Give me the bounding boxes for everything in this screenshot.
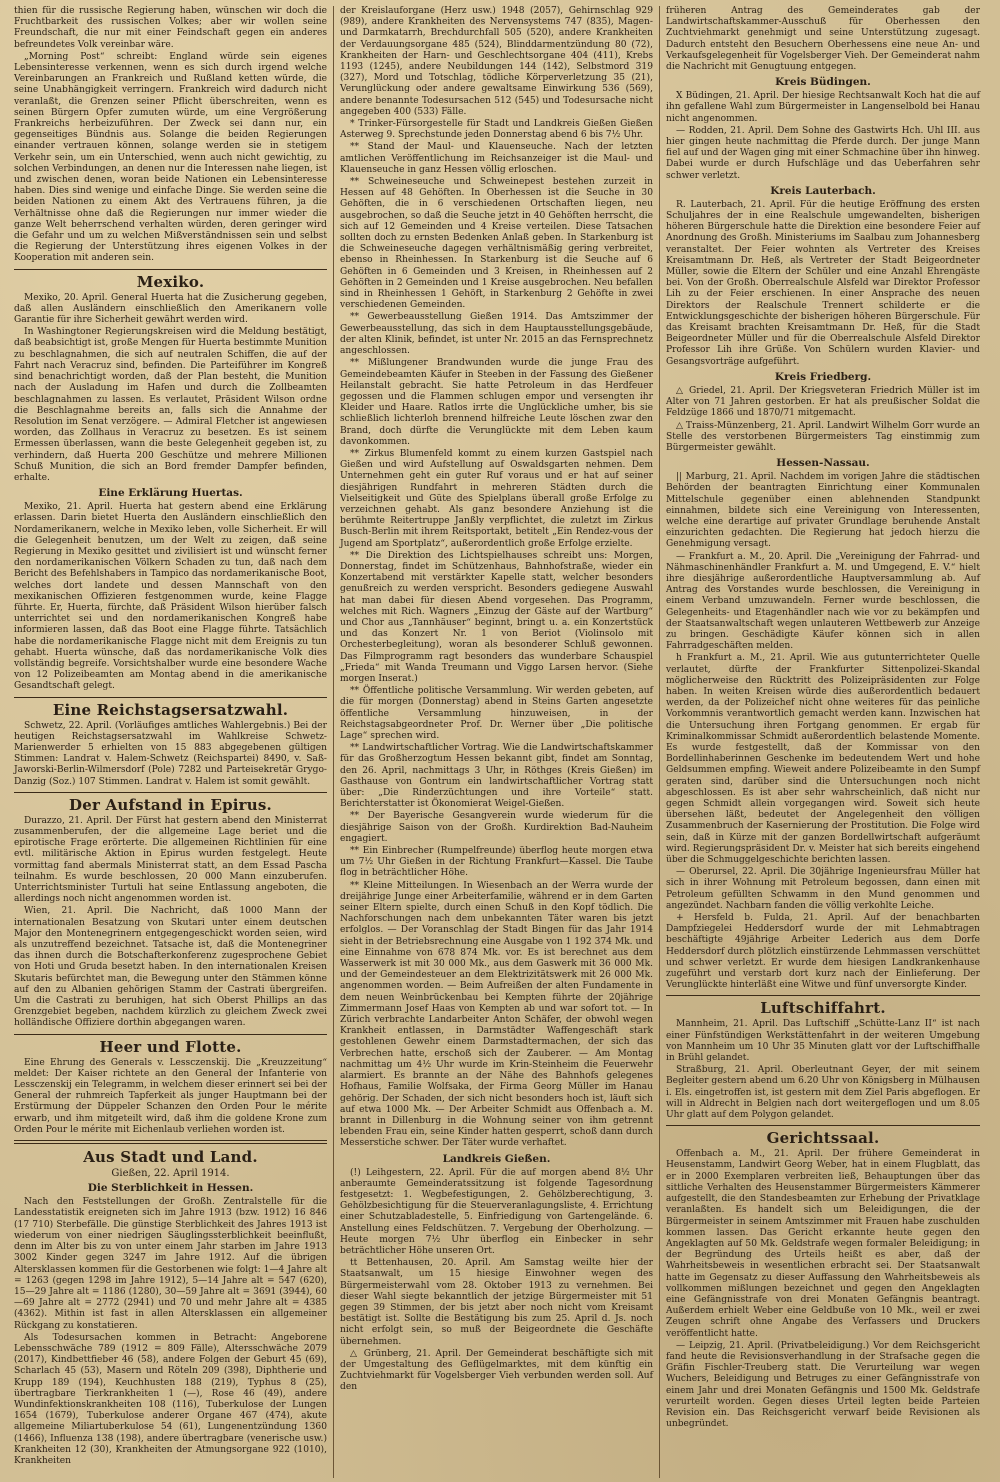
divider [666, 1125, 980, 1126]
section-heading-gerichtssaal: Gerichtssaal. [766, 1129, 880, 1148]
subheading-sterblichkeit: Die Sterblichkeit in Hessen. [87, 1182, 254, 1195]
dateline: Gießen, 22. April 1914. [111, 1168, 230, 1180]
paragraph: ** Landwirtschaftlicher Vortrag. Wie die Landwirtschaftskammer für das Großherzogtum Hessen bekannt gibt, findet am Sonntag, den 26. April, nachmittags 3 Uhr, in Röthges (Kreis Gießen) im Gasthause von Gontrum ein landwirtschaftlicher Vortrag statt über: „Die Rinderzüchtungen und ihre Vorteile“ statt. Berichterstatter ist Ökonomierat Weigel-Gießen. [340, 743, 653, 810]
paragraph: Durazzo, 21. April. Der Fürst hat gestern abend den Ministerrat zusammenberufen, der die allgemeine Lage beriet und die epirotische Frage erörterte. Die allgemeinen Richtlinien für eine evtl. militärische Aktion in Epirus wurden festgelegt. Heute vormittag fand abermals Ministerrat statt, an dem Essad Pascha teilnahm. Es wurde beschlossen, 20 000 Mann einzuberufen. Unterrichtsminister Turtuli hat seine Entlassung angeboten, die allerdings noch nicht angenommen worden ist. [14, 815, 327, 905]
paragraph: Nach den Feststellungen der Großh. Zentralstelle für die Landesstatistik ereigneten sich im Jahre 1913 (bzw. 1912) 16 846 (17 710) Sterbefälle. Die günstige Sterblichkeit des Jahres 1913 ist wiederum von einer niedrigen Säuglingssterblichkeit beeinflußt, denn im Alter bis zu von unter einem Jahr starben im Jahre 1913 3002 Kinder gegen 3247 im Jahre 1912. Auf die übrigen Altersklassen kommen für die Gestorbenen wie folgt: 1—4 Jahre alt = 1263 (gegen 1298 im Jahre 1912), 5—14 Jahre alt = 547 (620), 15—29 Jahre alt = 1186 (1280), 30—59 Jahre alt = 3691 (3944), 60—69 Jahre alt = 2772 (2941) und 70 und mehr Jahre alt = 4385 (4362). Mithin ist fast in allen Altersklassen ein allgemeiner Rückgang zu konstatieren. [14, 1197, 327, 1331]
subheading-friedberg: Kreis Friedberg. [774, 370, 872, 383]
divider [14, 697, 327, 698]
paragraph: Eine Ehrung des Generals v. Lessczenskij. Die „Kreuzzeitung“ meldet: Der Kaiser richtete an den General der Infanterie von Lessczenskij ein Telegramm, in welchem dieser erinnert sei bei der General der ruhmreich Tapferkeit als junger Hauptmann bei der Erstürmung der Düppeler Schanzen den Orden Pour le mérite erwarb, und ihm mitgeteilt wird, daß ihm die goldene Krone zum Orden Pour le mérite mit Eichenlaub verliehen worden ist. [14, 1057, 327, 1135]
paragraph: ** Gewerbeausstellung Gießen 1914. Das Amtszimmer der Gewerbeausstellung, das sich in dem Hauptausstellungsgebäude, der alten Klinik, befindet, ist unter Nr. 2015 an das Fernsprechnetz angeschlossen. [340, 312, 653, 357]
paragraph: X Büdingen, 21. April. Der hiesige Rechtsanwalt Koch hat die auf ihn gefallene Wahl zum Bürgermeister in Langenselbold bei Hanau nicht angenommen. [666, 91, 980, 124]
section-heading-mexiko: Mexiko. [136, 272, 205, 291]
paragraph: ** Zirkus Blumenfeld kommt zu einem kurzen Gastspiel nach Gießen und wird Aufstellung auf Oswaldsgarten nehmen. Dem Unternehmen geht ein guter Ruf voraus und er hat auf seiner diesjährigen Rundfahrt in mehreren Städten durch die Vielseitigkeit und Güte des Spielplans überall große Erfolge zu verzeichnen gehabt. Als ganz besondere Anziehung ist die berühmte Reitertruppe Janßly verpflichtet, die zuletzt im Zirkus Busch-Berlin mit ihrem Reitsportakt, betitelt „Ein Rendez-vous der Jugend am Sportplatz“, außerordentlich große Erfolge erzielte. [340, 448, 653, 549]
paragraph: Schwetz, 22. April. (Vorläufiges amtliches Wahlergebnis.) Bei der heutigen Reichstagsersatzwahl im Wahlkreise Schwetz-Marienwerder 5 erhielten von 15 883 abgegebenen gültigen Stimmen: Landrat v. Halem-Schwetz (Reichspartei) 8490, v. Saß-Jaworski-Berlin-Wilmersdorf (Pole) 7282 und Parteisekretär Grygo-Danzig (Soz.) 107 Stimmen. Landrat v. Halem ist somit gewählt. [14, 720, 327, 787]
paragraph: — Rodden, 21. April. Dem Sohne des Gastwirts Hch. Uhl III. aus hier gingen heute nachmittag die Pferde durch. Der junge Mann fiel auf und der Wagen ging mit einer Schmachine über ihn hinweg. Dabei wurde er durch Hufschläge und das Ueberfahren sehr schwer verletzt. [666, 125, 980, 181]
paragraph: ** Schweineseuche und Schweinepest bestehen zurzeit in Hessen auf 48 Gehöften. In Oberhessen ist die Seuche in 30 Gehöften, die in 6 verschiedenen Ortschaften liegen, neu ausgebrochen, so daß die Seuche jetzt in 40 Gehöften herrscht, die sich auf 12 Gemeinden und 4 Kreise verteilen. Diese Tatsachen sollten doch zu ernsten Bedenken Anlaß geben. In Starkenburg ist die Schweineseuche dagegen verhältnismäßig gering verbreitet, ebenso in Rheinhessen. In Starkenburg ist die Seuche auf 6 Gehöften in 6 Gemeinden und 3 Kreisen, in Rheinhessen auf 2 Gehöften in 2 Gemeinden und 1 Kreise ausgebrochen. Neu befallen sind in Rheinhessen 1 Gehöft, in Starkenburg 2 Gehöfte in zwei verschiedenen Gemeinden. [340, 177, 653, 311]
paragraph: △ Traiss-Münzenberg, 21. April. Landwirt Wilhelm Gorr wurde an Stelle des verstorbenen Bürgermeisters Tag einstimmig zum Bürgermeister gewählt. [666, 420, 980, 453]
paragraph: h Frankfurt a. M., 21. April. Wie aus gutunterrichteter Quelle verlautet, dürfte der Frankfurter Sittenpolizei-Skandal möglicherweise den Rücktritt des Polizeipräsidenten zur Folge haben. In weiten Kreisen würde dies außerordentlich bedauert werden, da der Polizeichef nicht ohne weiteres für das peinliche Vorkommnis verantwortlich gemacht werden kann. Inzwischen hat die Untersuchung ihren Fortgang genommen. Er ergab für Kriminalkommissar Schmidt außerordentlich belastende Momente. Es wurde festgestellt, daß der Kommissar von den Bordellinhaberinnen Geschenke im bedeutendem Wert und hohe Geldsummen empfing. Wieweit andere Polizeibeamte in den Sumpf geraten sind, darüber sind die Untersuchungen noch nicht abgeschlossen. Es ist aber sehr wahrscheinlich, daß nicht nur gegen Schmidt allein vorgegangen wird. Soweit sich heute übersehen läßt, bedeutet der Angelegenheit den völligen Zusammenbruch der Kasernierung der Prostitution. Die Folge wird sein, daß in Kürze mit der ganzen Bordellwirtschaft aufgeräumt wird. Regierungspräsident Dr. v. Meister hat sich bereits eingehend über die Schmuggelgeschichte berichten lassen. [666, 653, 980, 866]
divider [14, 1034, 327, 1035]
paragraph: ** Öffentliche politische Versammlung. Wir werden gebeten, auf die für morgen (Donnerstag) abend in Steins Garten angesetzte öffentliche Versammlung hinzuweisen, in der Reichstagsabgeordneter Prof. Dr. Werner über „Die politische Lage“ sprechen wird. [340, 686, 653, 741]
paragraph: tt Bettenhausen, 20. April. Am Samstag weilte hier der Staatsanwalt, um 15 hiesige Einwohner wegen des Bürgermeisterwahl vom 28. Oktober 1913 zu vernehmen. Bei dieser Wahl siegte bekanntlich der jetzige Bürgermeister mit 51 gegen 39 Stimmen, der bis jetzt aber noch nicht vom Kreisamt bestätigt ist. Sollte die Bestätigung bis zum 25. April d. Js. noch nicht erfolgt sein, so muß der Beigeordnete die Geschäfte übernehmen. [340, 1258, 653, 1347]
subheading-lauterbach: Kreis Lauterbach. [770, 184, 876, 197]
section-heading-heer: Heer und Flotte. [99, 1037, 242, 1056]
paragraph: ** Kleine Mitteilungen. In Wiesenbach an der Werra wurde der dreijährige Junge einer Arbeiterfamilie, während er in dem Garten seiner Eltern spielte, durch einen Schuß in den Kopf tödlich. Die Nachforschungen nach dem unbekannten Täter waren bis jetzt erfolglos. — Der Voranschlag der Stadt Bingen für das Jahr 1914 sieht in der Betriebsrechnung eine Ausgabe von 1 192 374 Mk. und eine Einnahme von 678 874 Mk. vor. Es ist berechnet aus dem Wasserwerk ist mit 30 000 Mk., aus dem Gaswerk mit 36 000 Mk. und der Gemeindesteuer an dem Elektrizitätswerk mit 26 000 Mk. angenommen worden. — Beim Aufreißen der alten Fundamente in dem neuen Weinbrückenbau bei Kempten führte der 20jährige Zimmermann Josef Haas von Kempten ab und war sofort tot. — In Zürich verbrachte Landarbeiter Anton Schäfer, der obwohl wegen Krankheit entlassen, in Darmstädter Waffengeschäft stark gestohlenen Gewehr einem Darmstadtermachen, der sich das Verbrechen hatte, erschoß sich der Zauberer. — Am Montag nachmittag um 4½ Uhr wurde im Krin-Steinheim die Feuerwehr alarmiert. Es brannte an der Nähe des Bahnhofs gelegenes Hofhaus, Familie Wolfsaka, der Firma Georg Müller im Hanau gehörig. Der Schaden, der sich nicht besonders hoch ist, läuft sich auf etwa 1000 Mk. — Der Arbeiter Schmidt aus Offenbach a. M. brannt in Dillenburg in die Wohnung seiner von ihm getrennt lebenden Frau ein, seine Kinder hatten gesperrt, schoß dann durch Messerstiche schwer. Der Täter wurde verhaftet. [340, 880, 653, 1149]
subheading-hessen-nassau: Hessen-Nassau. [776, 457, 870, 470]
paragraph: R. Lauterbach, 21. April. Für die heutige Eröffnung des ersten Schuljahres der in eine Realschule umgewandelten, bisherigen höheren Bürgerschule hatte die Direktion eine besondere Feier auf Anordnung des Großh. Ministeriums im Saalbau zum Johannesberg veranstaltet. Der Feier wohnten als Vertreter des Kreises Kreisamtmann Dr. Heß, als Vertreter der Stadt Beigeordneter Müller, sowie die Eltern der Schüler und eine Anzahl Ehrengäste bei. Von der Großh. Oberrealschule Alsfeld war Direktor Professor Lih zu der Feier erschienen. In einer Ansprache des neuen Direktors der Realschule Trennert schilderte er die Entwicklungsgeschichte der bisherigen höheren Bürgerschule. Für das Kreisamt brachten Kreisamtmann Dr. Heß, für die Stadt Beigeordneter Müller und für die Oberrealschule Alsfeld Direktor Professor Lih ihre Grüße. Von Schülern wurden Klavier- und Gesangsvorträge aufgeführt. [666, 199, 980, 367]
column-1 [8, 6, 334, 1478]
paragraph: — Oberursel, 22. April. Die 30jährige Ingenieursfrau Müller hat sich in ihrer Wohnung mit Petroleum begossen, dann einen mit Petroleum gefüllten Schwamm in den Mund genommen und angezündet. Nachbarn fanden die völlig verkohlte Leiche. [666, 867, 980, 911]
paragraph: △ Griedel, 21. April. Der Kriegsveteran Friedrich Müller ist im Alter von 71 Jahren gestorben. Er hat als preußischer Soldat die Feldzüge 1866 und 1870/71 mitgemacht. [666, 385, 980, 419]
subheading-buedingen: Kreis Büdingen. [775, 76, 871, 89]
subheading-landkreis-giessen: Landkreis Gießen. [442, 1152, 551, 1165]
paragraph: Straßburg, 21. April. Oberleutnant Geyer, der mit seinem Begleiter gestern abend um 6.20 Uhr von Königsberg in Mülhausen i. Els. eingetroffen ist, ist gestern mit dem Ziel Paris abgeflogen. Er will in Aldrecht in Belgien nach dort weitergeflogen und um 8.05 Uhr glatt auf dem Polygon gelandet. [666, 1065, 980, 1121]
section-heading-luftschiffahrt: Luftschiffahrt. [760, 999, 886, 1018]
paragraph: Mexiko, 20. April. General Huerta hat die Zusicherung gegeben, daß allen Ausländern einschließlich den Amerikanern volle Garantie für ihre Sicherheit gewährt werden wird. [14, 292, 327, 326]
double-divider [14, 1140, 327, 1144]
paragraph: Wien, 21. April. Die Nachricht, daß 1000 Mann der internationalen Besatzung von Skutari unter einem deutschen Major den Montenegrinern entgegengeschickt worden seien, wird als unzutreffend bezeichnet. Tatsache ist, daß die Montenegriner das ihnen durch die Botschafterkonferenz zugesprochene Gebiet von Hoti und Gruda besetzt haben. In den internationalen Kreisen Skutaris befürchtet man, die Bewegung unter den Stämmen könne auf den zu Albanien gehörigen Stamm der Castrati übergreifen. Um die Castrati zu beruhigen, hat sich Oberst Phillips an das Grenzgebiet begeben, nachdem kürzlich zu gleichem Zweck zwei holländische Offiziere dorthin abgegangen waren. [14, 906, 327, 1029]
paragraph: Als Todesursachen kommen in Betracht: Angeborene Lebensschwäche 789 (1912 = 809 Fälle), Altersschwäche 2079 (2017), Kindbettfieber 46 (58), andere Folgen der Geburt 45 (69), Scharlach 45 (53), Masern und Röteln 209 (398), Diphtherie und Krupp 189 (194), Keuchhusten 188 (219), Typhus 8 (25), übertragbare Tierkrankheiten 1 (—), Rose 46 (49), andere Wundinfektionskrankheiten 108 (116), Tuberkulose der Lungen 1654 (1679), Tuberkulose anderer Organe 467 (474), akute allgemeine Miliartuberkulose 54 (61), Lungenentzündung 1360 (1466), Influenza 138 (198), andere übertragbare (venerische usw.) Krankheiten 12 (30), Krankheiten der Atmungsorgane 922 (1010), Krankheiten [14, 1332, 327, 1466]
divider [666, 995, 980, 996]
paragraph: In Washingtoner Regierungskreisen wird die Meldung bestätigt, daß beabsichtigt ist, große Mengen für Huerta bestimmte Munition zu beschlagnahmen, die sich auf neutralen Schiffen, die auf der Fahrt nach Veracruz sind, befinden. Die Parteiführer im Kongreß sind benachrichtigt worden, daß der Plan besteht, die Munition nach der Ausladung im Hafen und durch die Zollbeamten beschlagnahmen zu lassen. Es verlautet, Präsident Wilson ordne die Beschlagnahme bereits an, falls sich die Annahme der Resolution im Senat verzögere. — Admiral Fletcher ist angewiesen worden, das Zollhaus in Veracruz zu besetzen. Es ist seinem Ermessen überlassen, wann die beste Gelegenheit gegeben ist, zu verhindern, daß Huerta 200 Geschütze und mehrere Millionen Schuß Munition, die sich an Bord fremder Dampfer befinden, erhalte. [14, 327, 327, 483]
paragraph: thien für die russische Regierung haben, wünschen wir doch die Fruchtbarkeit des russischen Volkes; aber wir wollen seine Freundschaft, die nur mit einer Feindschaft gegen ein anderes befreundetes Volk vereinbar wäre. [14, 6, 327, 50]
paragraph: || Marburg, 21. April. Nachdem im vorigen Jahre die städtischen Behörden der beantragten Einrichtung einer Kommunalen Mittelschule gegenüber einen ablehnenden Standpunkt einnahmen, bildete sich eine Vereinigung von Interessenten, welche eine derartige auf privater Grundlage beruhende Anstalt einzurichten gedachten. Die Regierung hat jedoch hierzu die Genehmigung versagt. [666, 472, 980, 550]
paragraph: „Morning Post“ schreibt: England würde sein eigenes Lebensinteresse verkennen, wenn es sich durch irgend welche Vereinbarungen an Frankreich und Rußland ketten würde, die seine Unabhängigkeit verringern. Frankreich wird dadurch nicht veranlaßt, die Grenzen seiner Pflicht überschreiten, wenn es seinen Bürgern Opfer zumuten würde, um eine Vergrößerung Frankreichs herbeizuführen. Der Zweck sei dann nur, ein gegenseitiges Bündnis aus. Solange die beiden Regierungen einander vertrauen können, solange werden sie in stetigem Verkehr sein, um ein Unterschied, wenn auch nicht gewichtig, zu solchen Verbindungen, an denen nur die Interessen nahe liegen, ist und zwischen denen, woran beide Nationen ein Lebensinteresse haben. Dies sind wenige und einfache Dinge. Sie werden seine die beiden Nationen zu einem Akt des Vertrauens führen, ja die Verhältnisse ohne daß die Regierungen nur immer wieder die ganze Welt beherrschend verhalten würden, deren geringer wird die Gefahr und um zu welchen Mißverständnissen sein und selbst die Regierung der Unterstützung ihres eigenen Volkes in der Kooperation mit anderen sein. [14, 51, 327, 264]
paragraph: △ Grünberg, 21. April. Der Gemeinderat beschäftigte sich mit der Umgestaltung des Geflügelmarktes, mit dem künftig ein Zuchtviehmarkt für Vogelsberger Vieh verbunden werden soll. Auf den [340, 1348, 653, 1393]
paragraph: Offenbach a. M., 21. April. Der frühere Gemeinderat in Heusenstamm, Landwirt Georg Weber, hat in einem Flugblatt, das er in 2000 Exemplaren verbreiten ließ, Behauptungen über das sittliche Verhalten des Heusenstammer Bürgermeisters Kämmerer aufgestellt, die den Standesbeamten zur Erhebung der Privatklage veranlaßten. Es handelt sich um Beleidigungen, die der Bürgermeister in seinem Amtszimmer mit Frauen habe zuschulden kommen lassen. Das Gericht erkannte heute gegen den Angeklagten auf 50 Mk. Geldstrafe wegen formaler Beleidigung; in der Begründung des Urteils heißt es aber, daß der Wahrheitsbeweis in wesentlichen erbracht sei. Der Staatsanwalt hatte im Gegensatz zu dieser Auffassung den Wahrheitsbeweis als vollkommen mißlungen bezeichnet und gegen den Angeklagten eine Gefängnisstrafe von drei Monaten Gefängnis beantragt. Außerdem erhielt Weber eine Geldbuße von 10 Mk., weil er zwei Zeugen schrift ohne Angabe des Verfassers und Druckers veröffentlicht hatte. [666, 1149, 980, 1339]
paragraph: — Leipzig, 21. April. (Privatbeleidigung.) Vor dem Reichsgericht fand heute die Revisionsverhandlung in der Strafsache gegen die Gräfin Fischler-Treuberg statt. Die Verurteilung war wegen Wuchers, Beleidigung und Betruges zu einer Gefängnisstrafe von einem Jahr und drei Monaten Gefängnis und 1500 Mk. Geldstrafe verurteilt worden. Gegen dieses Urteil legten beide Parteien Revision ein. Das Reichsgericht verwarf beide Revisionen als unbegründet. [666, 1340, 980, 1430]
paragraph: ** Ein Einbrecher (Rumpelfreunde) überflog heute morgen etwa um 7½ Uhr Gießen in der Richtung Frankfurt—Kassel. Die Taube flog in beträchtlicher Höhe. [340, 846, 653, 879]
paragraph: ** Der Bayerische Gesangverein wurde wiederum für die diesjährige Saison von der Großh. Kurdirektion Bad-Nauheim engagiert. [340, 811, 653, 844]
section-heading-reichstag: Eine Reichstagsersatzwahl. [52, 700, 289, 719]
paragraph: der Kreislauforgane (Herz usw.) 1948 (2057), Gehirnschlag 929 (989), andere Krankheiten des Nervensystems 747 (835), Magen- und Darmkatarrh, Brechdurchfall 505 (520), andere Krankheiten der Verdauungsorgane 485 (524), Blinddarmentzündung 80 (72), Krankheiten der Harn- und Geschlechtsorgane 404 (411), Krebs 1193 (1245), andere Neubildungen 144 (142), Selbstmord 319 (327), Mord und Totschlag, tödliche Körperverletzung 35 (21), Verunglückung oder andere gewaltsame Einwirkung 536 (569), andere benannte Todesursachen 512 (545) und Todesursache nicht angegeben 400 (533) Fälle. [340, 6, 653, 117]
paragraph: ** Mißlungener Brandwunden wurde die junge Frau des Gemeindebeamten Käufer in Steeben in der Fassung des Gießener Heilanstalt gebracht. Sie hatte Petroleum in das Herdfeuer gegossen und die Flammen schlugen empor und versengten ihr Kleider und Haare. Ratlos irrte die Unglückliche umher, bis sie schließlich lichterloh brennend hilfreiche Leute löschen zwar den Brand, doch dürfte die Verunglückte mit dem Leben kaum davonkommen. [340, 358, 653, 447]
divider [14, 269, 327, 270]
section-heading-stadt: Aus Stadt und Land. [83, 1148, 258, 1167]
paragraph: Mannheim, 21. April. Das Luftschiff „Schütte-Lanz II“ ist nach einer Fünfstündigen Werkstättenfahrt in der weiteren Umgebung von Mannheim um 10 Uhr 35 Minuten glatt vor der Luftschiffhalle in Brühl gelandet. [666, 1019, 980, 1064]
paragraph: * Trinker-Fürsorgestelle für Stadt und Landkreis Gießen Gießen Asterweg 9. Sprechstunde jeden Donnerstag abend 6 bis 7½ Uhr. [340, 119, 653, 141]
section-heading-epirus: Der Aufstand in Epirus. [69, 795, 272, 814]
paragraph: Mexiko, 21. April. Huerta hat gestern abend eine Erklärung erlassen. Darin bietet Huerta den Ausländern einschließlich den Nordamerikanern, welche in Mexiko leben, volle Sicherheit. Er will die Gelegenheit benutzen, um der Welt zu zeigen, daß seine Regierung in Mexiko gesittet und zivilisiert ist und wünscht ferner den nordamerikanischen Völkern Schaden zu tun, daß nach dem Bericht des Befehlshabers in Tampico das nordamerikanische Boot, welches dort landete und dessen Mannschaft von den mexikanischen Offizieren festgenommen wurde, keine Flagge führte. Er, Huerta, fürchte, daß Präsident Wilson hierüber falsch unterrichtet sei und den nordamerikanischen Kongreß habe informieren lassen, daß das Boot eine Flagge führte. Tatsächlich habe die nordamerikanische Flagge nicht mit dem Ereignis zu tun gehabt. Huerta wünsche, daß das nordamerikanische Volk dies vollständig begreife. Vorsichtshalber wurde eine besondere Wache von 12 Polizeibeamten am Montag abend in die amerikanische Gesandtschaft gelegt. [14, 502, 327, 692]
paragraph: (!) Leihgestern, 22. April. Für die auf morgen abend 8½ Uhr anberaumte Gemeinderatssitzung ist folgende Tagesordnung festgesetzt: 1. Wegbefestigungen, 2. Gehölzberechtigung, 3. Gehölzbesichtigung für die Steuerveranlagungsliste, 4. Errichtung einer Schutzabladestelle, 5. Einfriedigung von Gartengelände. 6. Anstellung eines Feldschützen. 7. Vergebung der Oberholzung. — Heute morgen 7½ Uhr überflog ein Einbecker in sehr beträchtlicher Höhe unseren Ort. [340, 1167, 653, 1256]
paragraph: + Hersfeld b. Fulda, 21. April. Auf der benachbarten Dampfziegelei Heddersdorf wurde der mit Lehmabtragen beschäftigte 49jährige Arbeiter Lederich aus dem Dorfe Heddersdorf durch plötzlich einstürzende Lehmmassen verschüttet und schwer verletzt. Er wurde dem hiesigen Landkrankenhause zugeführt und verstarb dort kurz nach der Einlieferung. Der Verunglückte hinterläßt eine Witwe und fünf unversorgte Kinder. [666, 913, 980, 991]
paragraph: ** Die Direktion des Lichtspielhauses schreibt uns: Morgen, Donnerstag, findet im Schützenhaus, Bahnhofstraße, wieder ein Konzertabend mit verstärkter Kapelle statt, welcher besonders genußreich zu werden verspricht. Besonders gediegene Auswahl hat man dabei für diesen Abend vorgesehen. Das Programm, welches mit Rich. Wagners „Einzug der Gäste auf der Wartburg“ und Chor aus „Tannhäuser“ beginnt, bringt u. a. ein Konzertstück und das Konzert Nr. 1 von Beriot (Violinsolo mit Orchesterbegleitung), woran als besonderer Schluß gewonnen. Das Filmprogramm ragt besonders das wunderbare Schauspiel „Frieda“ mit Wanda Treumann und Viggo Larsen hervor. (Siehe morgen Inserat.) [340, 550, 653, 684]
column-3 [660, 6, 986, 1478]
divider [14, 792, 327, 793]
column-2 [334, 6, 660, 1478]
paragraph: — Frankfurt a. M., 20. April. Die „Vereinigung der Fahrrad- und Nähmaschinenhändler Frankfurt a. M. und Umgegend, E. V.“ hielt ihre diesjährige außerordentliche Hauptversammlung ab. Auf Antrag des Vorstandes wurde beschlossen, die Vereinigung in einem Verband umzuwandeln. Ferner wurde beschlossen, die Gelegenheits- und Etagenhändler nach wie vor zu bekämpfen und der Staatsanwaltschaft wegen unlauteren Wettbewerb zur Anzeige zu bringen. Geschädigte Käufer können sich in allen Fahrradgeschäften melden. [666, 551, 980, 652]
paragraph: früheren Antrag des Gemeinderates gab der Landwirtschaftskammer-Ausschuß für Oberhessen den Zuchtviehmarkt genehmigt und seine Unterstützung zugesagt. Dadurch entsteht den Besuchern Oberhessens eine neue An- und Verkaufsgelegenheit für Vogelsberger Vieh. Der Gemeinderat nahm die Nachricht mit Genugtuung entgegen. [666, 6, 980, 73]
subheading-erklaerung: Eine Erklärung Huertas. [98, 487, 243, 500]
paragraph: ** Stand der Maul- und Klauenseuche. Nach der letzten amtlichen Veröffentlichung im Reichsanzeiger ist die Maul- und Klauenseuche in ganz Hessen völlig erloschen. [340, 142, 653, 175]
